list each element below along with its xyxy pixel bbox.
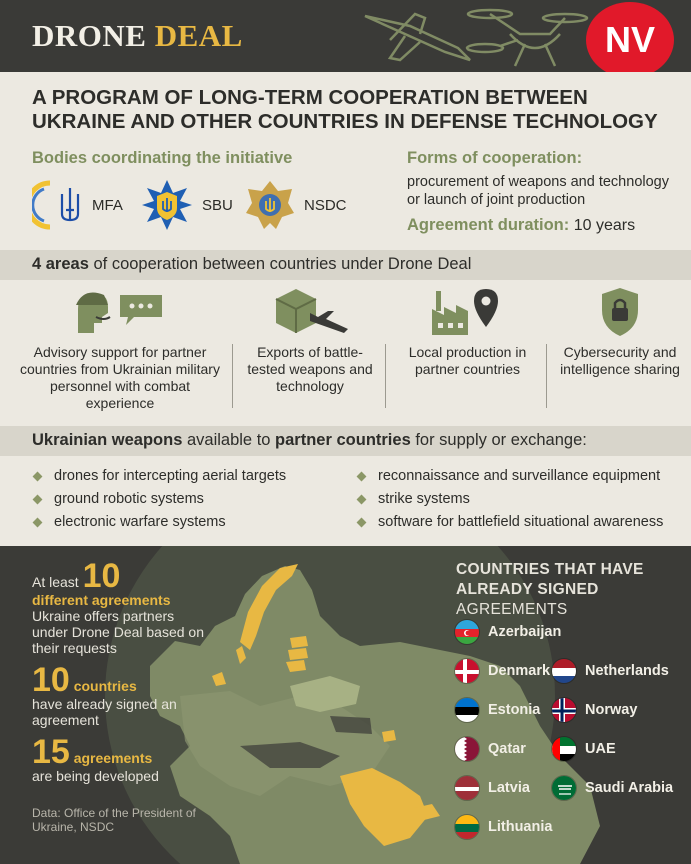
stat-2 bbox=[32, 661, 212, 728]
list-item: drones for intercepting aerial targets bbox=[32, 465, 286, 488]
country-netherlands bbox=[551, 658, 669, 684]
country-lithuania bbox=[454, 814, 552, 840]
list-item: reconnaissance and surveillance equipment bbox=[356, 465, 663, 488]
stat-3-text: are being developed bbox=[32, 768, 159, 784]
country-name: Latvia bbox=[488, 780, 530, 796]
country-name: Qatar bbox=[488, 741, 526, 757]
area-cyber bbox=[560, 282, 680, 378]
stat-2-text: have already signed an agreement bbox=[32, 696, 177, 728]
area-production-text: Local production in partner countries bbox=[408, 344, 527, 377]
country-estonia bbox=[454, 697, 540, 723]
brand-deal: DEAL bbox=[154, 18, 243, 53]
country-qatar bbox=[454, 736, 526, 762]
estonia-flag-icon bbox=[454, 697, 480, 723]
areas-band bbox=[0, 250, 691, 280]
weapons-heading bbox=[32, 431, 587, 450]
lithuania-flag-icon bbox=[454, 814, 480, 840]
list-item: software for battlefield situational awareness bbox=[356, 511, 663, 534]
country-name: Saudi Arabia bbox=[585, 780, 674, 796]
country-denmark bbox=[454, 658, 550, 684]
stat-1 bbox=[32, 557, 212, 656]
body-nsdc bbox=[244, 180, 347, 230]
country-name: Norway bbox=[585, 702, 638, 718]
country-name: UAE bbox=[585, 741, 616, 757]
area-advisory bbox=[20, 282, 220, 412]
stat-1-pre: At least bbox=[32, 574, 79, 590]
weapons-heading-b: available to bbox=[182, 431, 276, 449]
body-sbu bbox=[140, 180, 233, 230]
stat-3 bbox=[32, 733, 212, 784]
country-name: Lithuania bbox=[488, 819, 553, 835]
mfa-label: MFA bbox=[92, 196, 123, 214]
list-item: electronic warfare systems bbox=[32, 511, 286, 534]
stat-3-number: 15 bbox=[32, 733, 70, 771]
weapons-list-left bbox=[32, 465, 286, 534]
list-item: strike systems bbox=[356, 488, 663, 511]
weapons-band bbox=[0, 426, 691, 456]
list-item: ground robotic systems bbox=[32, 488, 286, 511]
stat-2-number: 10 bbox=[32, 661, 70, 699]
sbu-emblem-icon bbox=[140, 178, 194, 232]
shield-lock-icon bbox=[598, 286, 642, 338]
countries-heading-c: AGREEMENTS bbox=[456, 601, 568, 618]
duration-label: Agreement duration: bbox=[407, 216, 570, 234]
qatar-flag-icon bbox=[454, 736, 480, 762]
country-saudi-arabia bbox=[551, 775, 673, 801]
countries-heading-a: COUNTRIES THAT HAVE bbox=[456, 561, 644, 578]
nsdc-emblem-icon bbox=[244, 179, 296, 231]
factory-pin-icon bbox=[428, 285, 508, 339]
brand-title bbox=[32, 18, 243, 54]
areas-heading bbox=[32, 255, 471, 274]
agreement-duration bbox=[407, 216, 635, 235]
area-cyber-text: Cybersecurity and intelligence sharing bbox=[560, 344, 680, 377]
stat-1-text: Ukraine offers partners under Drone Deal based on their requests bbox=[32, 608, 205, 656]
weapons-heading-a: Ukrainian weapons bbox=[32, 431, 183, 449]
country-name: Azerbaijan bbox=[488, 624, 562, 640]
data-source: Data: Office of the President of Ukraine, NSDC bbox=[32, 806, 196, 834]
weapons-list-right bbox=[356, 465, 663, 534]
weapons-heading-c: partner countries bbox=[275, 431, 411, 449]
areas-heading-rest: of cooperation between countries under Drone Deal bbox=[88, 255, 472, 273]
weapons-heading-d: for supply or exchange: bbox=[410, 431, 587, 449]
stat-1-number: 10 bbox=[82, 557, 121, 595]
area-advisory-text: Advisory support for partner countries from Ukrainian military personnel with combat experience bbox=[20, 344, 220, 411]
uae-flag-icon bbox=[551, 736, 577, 762]
area-divider bbox=[546, 344, 547, 408]
country-name: Netherlands bbox=[585, 663, 669, 679]
area-exports bbox=[245, 282, 375, 395]
sbu-label: SBU bbox=[202, 196, 233, 214]
stat-2-highlight: countries bbox=[73, 678, 137, 694]
header-bar bbox=[0, 0, 691, 72]
netherlands-flag-icon bbox=[551, 658, 577, 684]
country-norway bbox=[551, 697, 637, 723]
area-exports-text: Exports of battle-tested weapons and technology bbox=[247, 344, 373, 394]
brand-drone: DRONE bbox=[32, 18, 147, 53]
bodies-heading: Bodies coordinating the initiative bbox=[32, 149, 293, 167]
page-title: A PROGRAM OF LONG-TERM COOPERATION BETWEEN UKRAINE AND OTHER COUNTRIES IN DEFENSE TECHNOLOGY bbox=[32, 86, 658, 133]
azerbaijan-flag-icon bbox=[454, 619, 480, 645]
mfa-trident-icon bbox=[32, 180, 84, 230]
nv-logo: NV bbox=[586, 2, 674, 72]
drones-illustration bbox=[350, 0, 590, 72]
countries-heading-b: ALREADY SIGNED bbox=[456, 581, 599, 598]
country-uae bbox=[551, 736, 616, 762]
stats-panel bbox=[32, 557, 212, 784]
soldier-chat-icon bbox=[74, 287, 166, 337]
areas-row bbox=[0, 282, 691, 420]
countries-heading bbox=[456, 560, 691, 620]
stat-3-highlight: agreements bbox=[73, 750, 153, 766]
duration-value: 10 years bbox=[573, 217, 636, 234]
forms-heading: Forms of cooperation: bbox=[407, 149, 583, 167]
forms-text: procurement of weapons and technology or launch of joint production bbox=[407, 174, 669, 208]
denmark-flag-icon bbox=[454, 658, 480, 684]
country-azerbaijan bbox=[454, 619, 561, 645]
body-mfa bbox=[32, 180, 123, 230]
box-drone-icon bbox=[270, 285, 350, 339]
areas-heading-bold: 4 areas bbox=[32, 255, 89, 273]
latvia-flag-icon bbox=[454, 775, 480, 801]
country-latvia bbox=[454, 775, 530, 801]
country-name: Denmark bbox=[488, 663, 551, 679]
nsdc-label: NSDC bbox=[304, 196, 347, 214]
area-production bbox=[400, 282, 535, 378]
stat-1-highlight: different agreements bbox=[32, 592, 171, 608]
area-divider bbox=[385, 344, 386, 408]
saudi-arabia-flag-icon bbox=[551, 775, 577, 801]
area-divider bbox=[232, 344, 233, 408]
norway-flag-icon bbox=[551, 697, 577, 723]
country-name: Estonia bbox=[488, 702, 541, 718]
